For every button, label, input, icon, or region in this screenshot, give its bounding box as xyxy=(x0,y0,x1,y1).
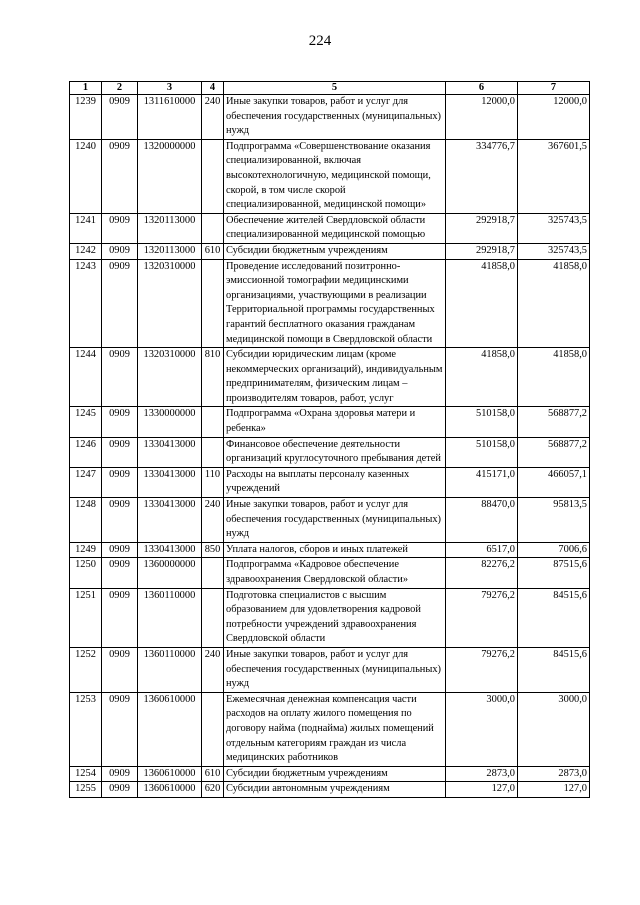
amount-year-1: 127,0 xyxy=(446,782,518,798)
row-number: 1243 xyxy=(70,259,102,348)
table-row xyxy=(70,243,590,259)
amount-year-2: 7006,6 xyxy=(518,542,590,558)
expense-name: Ежемесячная денежная компенсация части расходов на оплату жилого помещения по договору найма (поднайма) жилых помещений отдельным категориям граждан из числа медицинских работников xyxy=(224,692,446,766)
expense-type-code: 110 xyxy=(202,467,224,497)
expense-type-code xyxy=(202,437,224,467)
expense-name: Уплата налогов, сборов и иных платежей xyxy=(224,542,446,558)
expense-name: Подпрограмма «Совершенствование оказания специализированной, включая высокотехнологичную, медицинской помощи, скорой, в том числе скорой специализированной, медицинской помощи» xyxy=(224,139,446,213)
amount-year-2: 41858,0 xyxy=(518,348,590,407)
row-number: 1246 xyxy=(70,437,102,467)
amount-year-2: 2873,0 xyxy=(518,766,590,782)
amount-year-1: 510158,0 xyxy=(446,437,518,467)
amount-year-2: 87515,6 xyxy=(518,558,590,588)
section-code: 0909 xyxy=(102,348,138,407)
amount-year-1: 415171,0 xyxy=(446,467,518,497)
target-article-code: 1330000000 xyxy=(138,407,202,437)
table-row xyxy=(70,95,590,140)
row-number: 1254 xyxy=(70,766,102,782)
amount-year-2: 367601,5 xyxy=(518,139,590,213)
table-row xyxy=(70,588,590,647)
column-header: 6 xyxy=(446,82,518,95)
section-code: 0909 xyxy=(102,243,138,259)
table-row xyxy=(70,437,590,467)
table-row xyxy=(70,782,590,798)
expense-name: Субсидии юридическим лицам (кроме некоммерческих организаций), индивидуальным предпринимателям, физическим лицам – производителям товаров, работ, услуг xyxy=(224,348,446,407)
target-article-code: 1330413000 xyxy=(138,437,202,467)
amount-year-1: 88470,0 xyxy=(446,498,518,543)
section-code: 0909 xyxy=(102,542,138,558)
row-number: 1241 xyxy=(70,213,102,243)
page-number: 224 xyxy=(308,33,332,49)
expense-type-code xyxy=(202,558,224,588)
table-row xyxy=(70,647,590,692)
expense-name: Подготовка специалистов с высшим образованием для удовлетворения кадровой потребности учреждений здравоохранения Свердловской области xyxy=(224,588,446,647)
target-article-code: 1320310000 xyxy=(138,348,202,407)
amount-year-2: 325743,5 xyxy=(518,213,590,243)
row-number: 1239 xyxy=(70,95,102,140)
expense-type-code: 850 xyxy=(202,542,224,558)
amount-year-2: 41858,0 xyxy=(518,259,590,348)
section-code: 0909 xyxy=(102,95,138,140)
table-body xyxy=(70,95,590,798)
expense-type-code: 620 xyxy=(202,782,224,798)
target-article-code: 1320310000 xyxy=(138,259,202,348)
table-row xyxy=(70,139,590,213)
expense-name: Обеспечение жителей Свердловской области специализированной медицинской помощью xyxy=(224,213,446,243)
column-header: 5 xyxy=(224,82,446,95)
section-code: 0909 xyxy=(102,407,138,437)
section-code: 0909 xyxy=(102,782,138,798)
column-header: 7 xyxy=(518,82,590,95)
amount-year-2: 325743,5 xyxy=(518,243,590,259)
column-header: 2 xyxy=(102,82,138,95)
expense-type-code: 610 xyxy=(202,766,224,782)
target-article-code: 1360610000 xyxy=(138,692,202,766)
amount-year-2: 84515,6 xyxy=(518,647,590,692)
row-number: 1248 xyxy=(70,498,102,543)
column-header: 3 xyxy=(138,82,202,95)
section-code: 0909 xyxy=(102,766,138,782)
target-article-code: 1320113000 xyxy=(138,243,202,259)
row-number: 1251 xyxy=(70,588,102,647)
amount-year-2: 84515,6 xyxy=(518,588,590,647)
expense-type-code: 240 xyxy=(202,647,224,692)
amount-year-2: 3000,0 xyxy=(518,692,590,766)
section-code: 0909 xyxy=(102,588,138,647)
row-number: 1253 xyxy=(70,692,102,766)
amount-year-1: 510158,0 xyxy=(446,407,518,437)
section-code: 0909 xyxy=(102,498,138,543)
budget-table xyxy=(69,81,590,798)
amount-year-2: 95813,5 xyxy=(518,498,590,543)
expense-name: Проведение исследований позитронно-эмиссионной томографии медицинскими организациями, участвующими в реализации Территориальной программы государственных гарантий бесплатного оказания гражданам медицинской помощи в Свердловской области xyxy=(224,259,446,348)
section-code: 0909 xyxy=(102,259,138,348)
target-article-code: 1360610000 xyxy=(138,766,202,782)
table-row xyxy=(70,213,590,243)
row-number: 1242 xyxy=(70,243,102,259)
row-number: 1255 xyxy=(70,782,102,798)
table-row xyxy=(70,558,590,588)
expense-name: Иные закупки товаров, работ и услуг для обеспечения государственных (муниципальных) нужд xyxy=(224,95,446,140)
header-row xyxy=(70,82,590,95)
expense-name: Подпрограмма «Кадровое обеспечение здравоохранения Свердловской области» xyxy=(224,558,446,588)
expense-type-code: 810 xyxy=(202,348,224,407)
amount-year-1: 334776,7 xyxy=(446,139,518,213)
table-row xyxy=(70,498,590,543)
table-header xyxy=(70,82,590,95)
row-number: 1249 xyxy=(70,542,102,558)
table-row xyxy=(70,259,590,348)
expense-type-code: 610 xyxy=(202,243,224,259)
section-code: 0909 xyxy=(102,213,138,243)
amount-year-2: 127,0 xyxy=(518,782,590,798)
row-number: 1247 xyxy=(70,467,102,497)
expense-name: Субсидии бюджетным учреждениям xyxy=(224,243,446,259)
section-code: 0909 xyxy=(102,139,138,213)
expense-type-code xyxy=(202,588,224,647)
section-code: 0909 xyxy=(102,647,138,692)
amount-year-1: 41858,0 xyxy=(446,259,518,348)
row-number: 1250 xyxy=(70,558,102,588)
expense-name: Иные закупки товаров, работ и услуг для обеспечения государственных (муниципальных) нужд xyxy=(224,647,446,692)
amount-year-2: 568877,2 xyxy=(518,407,590,437)
amount-year-1: 41858,0 xyxy=(446,348,518,407)
row-number: 1244 xyxy=(70,348,102,407)
expense-name: Субсидии бюджетным учреждениям xyxy=(224,766,446,782)
amount-year-1: 292918,7 xyxy=(446,243,518,259)
expense-type-code: 240 xyxy=(202,95,224,140)
target-article-code: 1330413000 xyxy=(138,498,202,543)
amount-year-2: 466057,1 xyxy=(518,467,590,497)
target-article-code: 1330413000 xyxy=(138,542,202,558)
expense-name: Расходы на выплаты персоналу казенных учреждений xyxy=(224,467,446,497)
table-row xyxy=(70,467,590,497)
target-article-code: 1320000000 xyxy=(138,139,202,213)
table-row xyxy=(70,407,590,437)
expense-name: Финансовое обеспечение деятельности организаций круглосуточного пребывания детей xyxy=(224,437,446,467)
table-row xyxy=(70,348,590,407)
table-row xyxy=(70,766,590,782)
amount-year-1: 79276,2 xyxy=(446,647,518,692)
expense-name: Иные закупки товаров, работ и услуг для обеспечения государственных (муниципальных) нужд xyxy=(224,498,446,543)
column-header: 1 xyxy=(70,82,102,95)
table-row xyxy=(70,542,590,558)
target-article-code: 1360110000 xyxy=(138,588,202,647)
amount-year-1: 292918,7 xyxy=(446,213,518,243)
amount-year-2: 568877,2 xyxy=(518,437,590,467)
row-number: 1240 xyxy=(70,139,102,213)
amount-year-1: 12000,0 xyxy=(446,95,518,140)
row-number: 1245 xyxy=(70,407,102,437)
amount-year-1: 6517,0 xyxy=(446,542,518,558)
target-article-code: 1360000000 xyxy=(138,558,202,588)
section-code: 0909 xyxy=(102,558,138,588)
amount-year-1: 79276,2 xyxy=(446,588,518,647)
section-code: 0909 xyxy=(102,437,138,467)
expense-type-code xyxy=(202,139,224,213)
column-header: 4 xyxy=(202,82,224,95)
expense-type-code xyxy=(202,213,224,243)
expense-type-code xyxy=(202,259,224,348)
target-article-code: 1311610000 xyxy=(138,95,202,140)
target-article-code: 1320113000 xyxy=(138,213,202,243)
target-article-code: 1360110000 xyxy=(138,647,202,692)
amount-year-1: 82276,2 xyxy=(446,558,518,588)
row-number: 1252 xyxy=(70,647,102,692)
expense-name: Субсидии автономным учреждениям xyxy=(224,782,446,798)
expense-name: Подпрограмма «Охрана здоровья матери и ребенка» xyxy=(224,407,446,437)
table-row xyxy=(70,692,590,766)
amount-year-1: 3000,0 xyxy=(446,692,518,766)
section-code: 0909 xyxy=(102,467,138,497)
expense-type-code xyxy=(202,407,224,437)
expense-type-code: 240 xyxy=(202,498,224,543)
expense-type-code xyxy=(202,692,224,766)
target-article-code: 1360610000 xyxy=(138,782,202,798)
section-code: 0909 xyxy=(102,692,138,766)
target-article-code: 1330413000 xyxy=(138,467,202,497)
amount-year-1: 2873,0 xyxy=(446,766,518,782)
amount-year-2: 12000,0 xyxy=(518,95,590,140)
